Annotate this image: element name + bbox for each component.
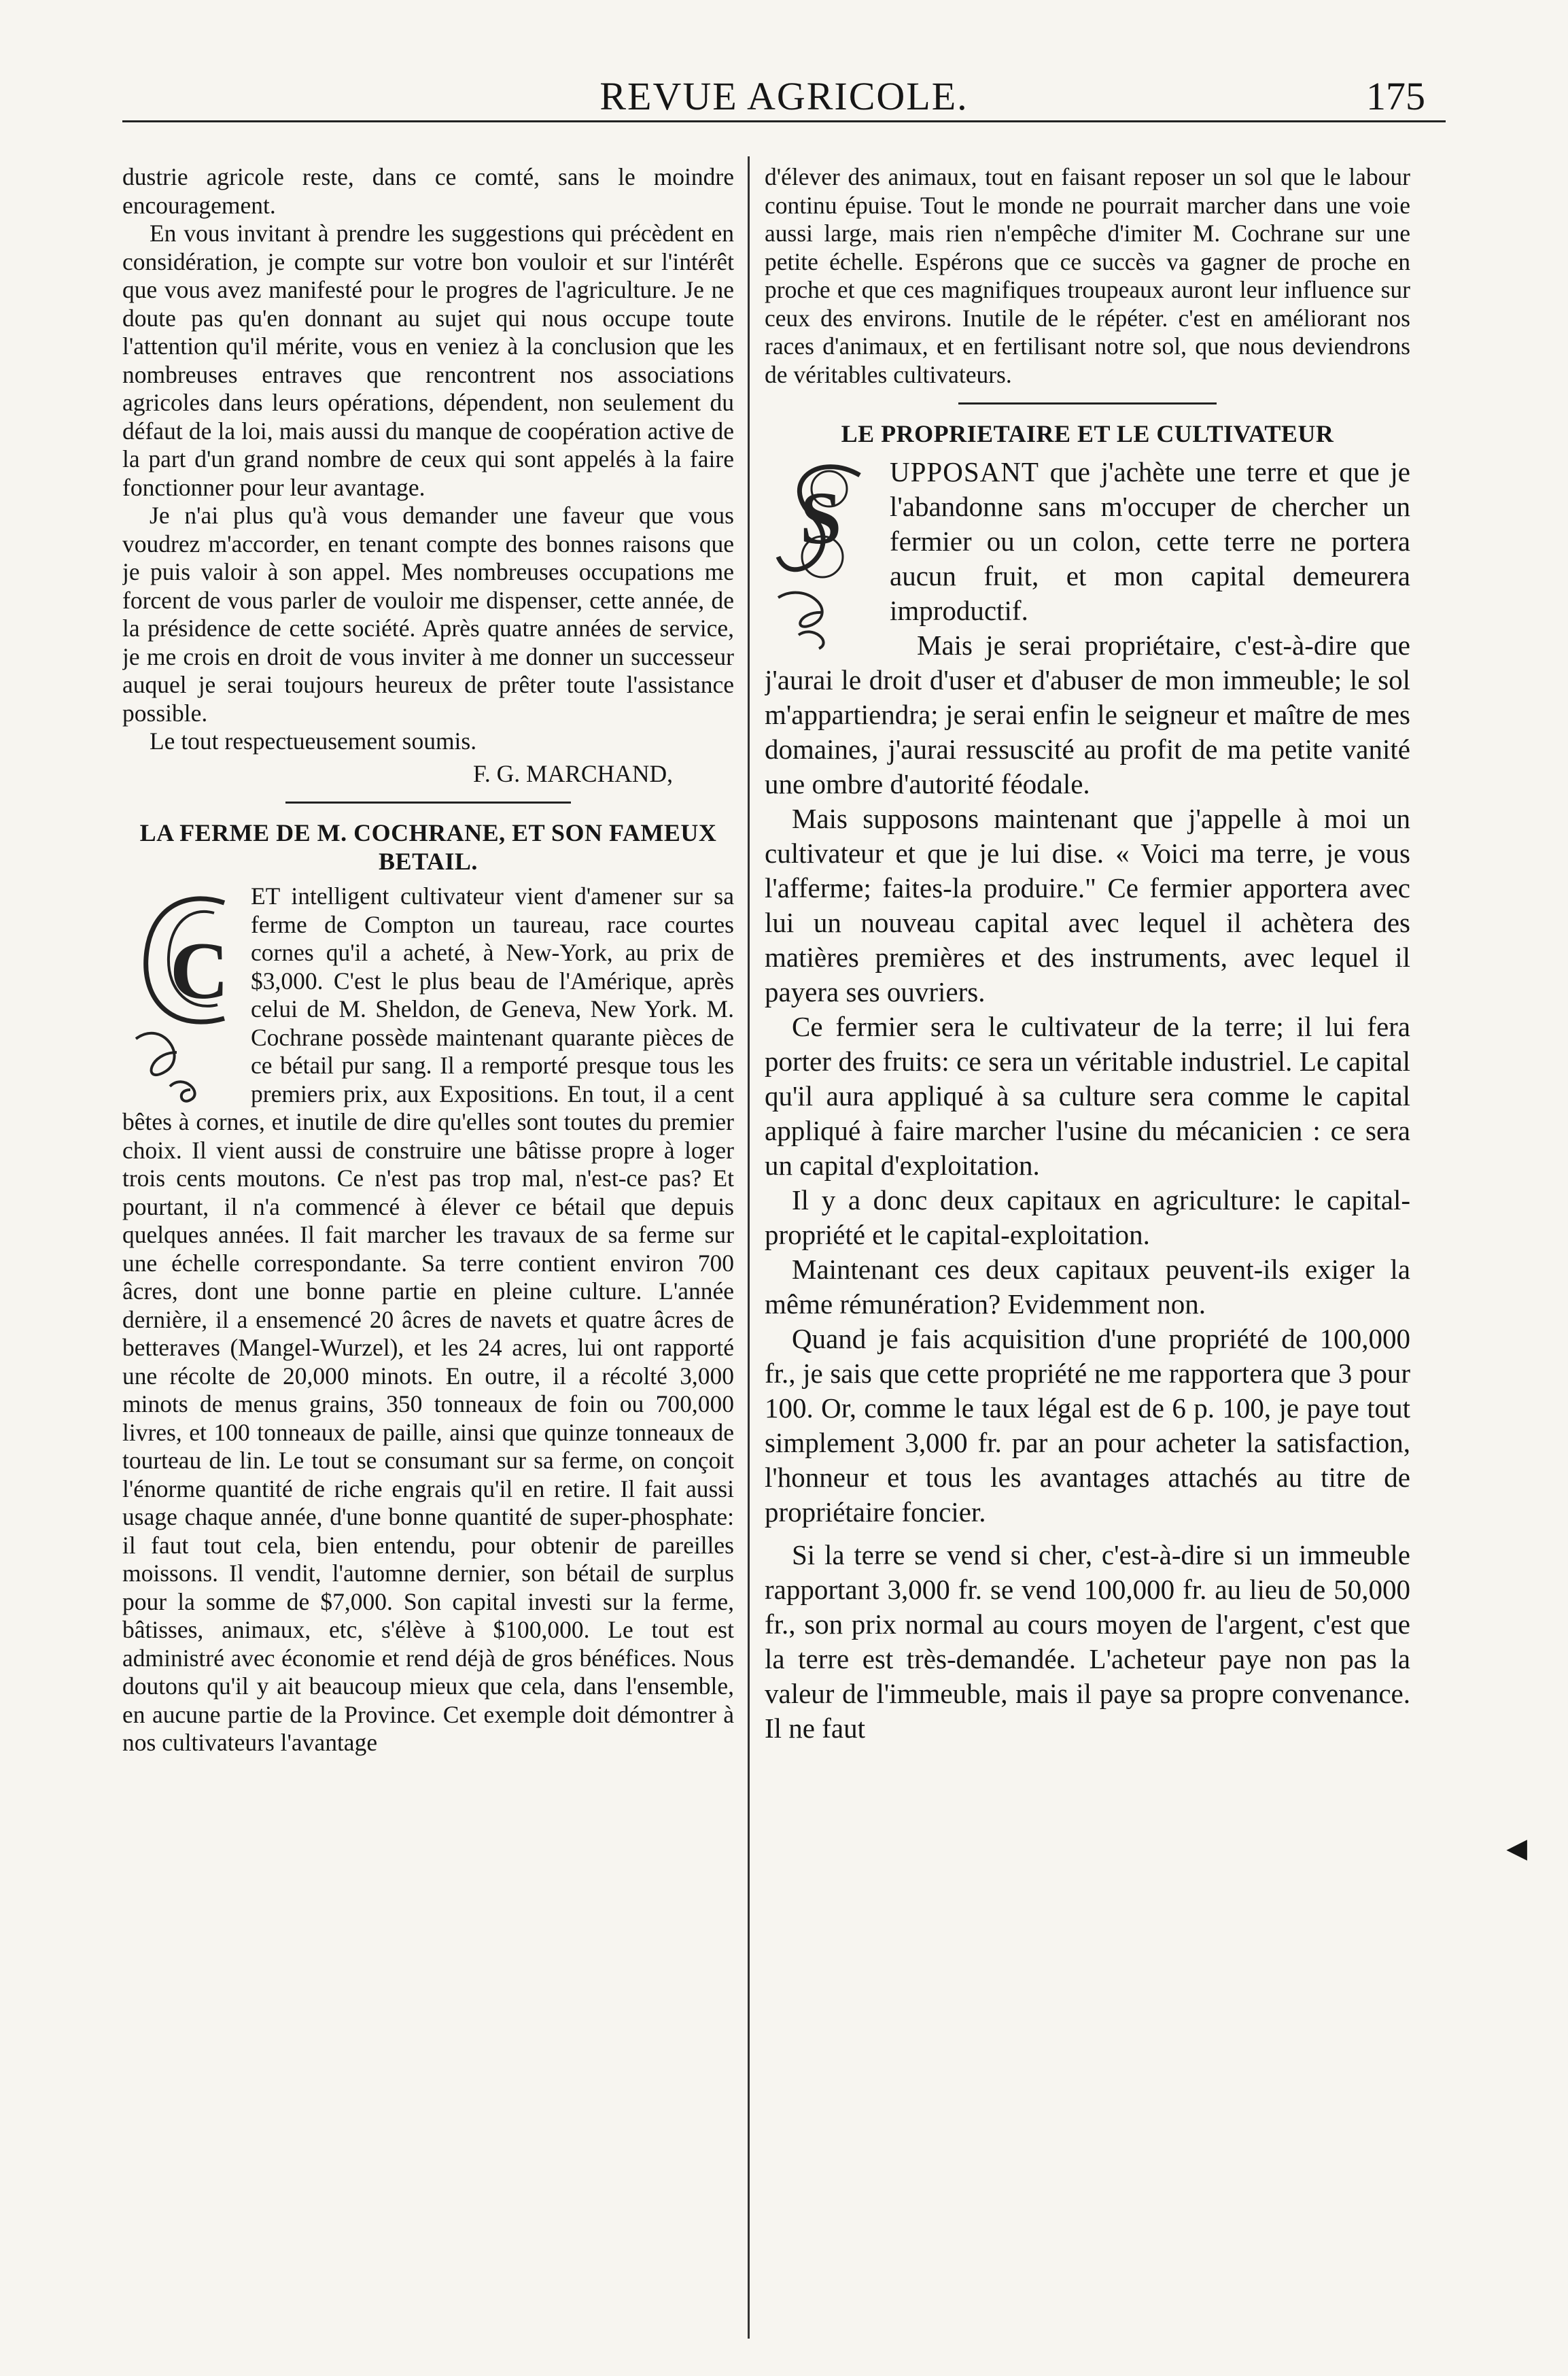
signature: F. G. MARCHAND, [472, 759, 673, 787]
continuation-paragraph: d'élever des animaux, tout en faisant reposer un sol que le labour continu épuise. Tout le monde ne pourrait marcher dans une voie aussi large, mais rien n'empêche d'imiter M. Cochrane sur une petite échelle. Espérons que ce succès va gagner de proche en proche et que ces magnifiques troupeaux auront leur influence sur ceux des environs. Inutile de le répéter. c'est en améliorant nos races d'animaux, et en fertilisant notre sol, que nous deviendrons de véritables cultivateurs. [765, 163, 1410, 388]
section-paragraph-cochrane: ET intelligent cultivateur vient d'amener sur sa ferme de Compton un taureau, race courtes cornes qu'il a acheté, à New-York, au prix de $3,000. C'est le plus beau de l'Amérique, après celui de M. Sheldon, de Geneva, New York. M. Cochrane possède maintenant quarante pièces de ce bétail pur sang. Il a remporté presque tous les premiers prix, aux Expositions. En tout, il a cent bêtes à cornes, et inutile de dire qu'elles sont toutes du premier choix. Il vient aussi de construire une bâtisse propre à loger trois cents moutons. Ce n'est pas trop mal, n'est-ce pas? Et pourtant, il n'a commencé à élever ce bétail que depuis quelques années. Il fait marcher les travaux de sa ferme sur une échelle correspondante. Sa terre contient environ 700 âcres, dont une bonne partie en pleine culture. L'année dernière, il a ensemencé 20 âcres de navets et quatre âcres de betteraves (Mangel-Wurzel), et les 24 acres, lui ont rapporté une récolte de 20,000 minots. En outre, il a récolté 3,000 minots de menus grains, 350 tonneaux de foin ou 700,000 livres, et 100 tonneaux de paille, ainsi que quinze tonneaux de tourteau de lin. Le tout se consumant sur sa ferme, on conçoit l'énorme quantité de riche engrais qu'il en retire. Il fait aussi usage chaque année, d'une bonne quantité de super-phosphate: il faut tout cela, bien entendu, pour obtenir de pareilles moissons. Il vendit, l'automne dernier, son bétail de surplus pour la somme de $7,000. Son capital investi sur la ferme, bâtisses, animaux, etc, s'élève à $100,000. Le tout est administré avec économie et rend déjà de gros bénéfices. Nous doutons qu'il y ait beaucoup mieux que cela, dans l'ensemble, en aucune partie de la Province. Cet exemple doit démontrer à nos cultivateurs l'avantage [122, 882, 734, 1756]
section-rule [958, 402, 1217, 404]
paragraph: Mais je serai propriétaire, c'est-à-dire que j'aurai le droit d'user et d'abuser de mon immeuble; le sol m'appartiendra; je serai enfin le seigneur et maître de mes domaines, j'aurai ressuscité au profit de ma petite vanité une ombre d'autorité féodale. [765, 630, 1410, 799]
right-column [765, 163, 1410, 2335]
ornamental-initial-c [122, 882, 241, 1107]
paragraph: Il y a donc deux capitaux en agriculture: le capital-propriété et le capital-exploitation. [765, 1184, 1410, 1250]
paragraph: Si la terre se vend si cher, c'est-à-dire si un immeuble rapportant 3,000 fr. se vend 100,000 fr. au lieu de 50,000 fr., son prix normal au cours moyen de l'argent, c'est que la terre est très-demandée. L'acheteur paye non pas la valeur de l'immeuble, mais il paye sa propre convenance. Il ne faut [765, 1539, 1410, 1744]
section-title-cochrane: LA FERME DE M. COCHRANE, ET SON FAMEUX BETAIL. [139, 819, 717, 875]
svg-text:S: S [800, 477, 842, 559]
page-turn-arrow-icon[interactable]: ◀ [1506, 1833, 1527, 1863]
letter-paragraph: Le tout respectueusement soumis. [150, 727, 477, 755]
first-word: UPPOSANT [890, 456, 1039, 487]
paragraph: Ce fermier sera le cultivateur de la terre; il lui fera porter des fruits: ce sera un véritable industriel. Le capital qu'il aura appliqué à sa culture sera comme le capital appliqué à faire marcher l'usine du mécanicien : ce sera un capital d'exploitation. [765, 1011, 1410, 1181]
initial-s-icon [765, 455, 880, 652]
header-rule [122, 120, 1446, 122]
ornamental-initial-s [765, 455, 880, 652]
section-title-proprietaire: LE PROPRIETAIRE ET LE CULTIVATEUR [841, 420, 1334, 447]
letter-paragraph: dustrie agricole reste, dans ce comté, sans le moindre encouragement. [122, 163, 734, 219]
section-rule [285, 802, 571, 804]
svg-text:C: C [170, 925, 229, 1016]
letter-paragraph: Je n'ai plus qu'à vous demander une faveur que vous voudrez m'accorder, en tenant compte des bonnes raisons que je puis valoir à son appel. Mes nombreuses occupations me forcent de vous parler de vouloir me dispenser, cette année, de la présidence de cette société. Après quatre années de service, je me crois en droit de vous inviter à me donner un successeur auquel je serai toujours heureux de prêter toute l'assistance possible. [122, 502, 734, 727]
paragraph: que j'achète une terre et que je l'abandonne sans m'occuper de chercher un fermier ou un colon, cette terre ne portera aucun fruit, et mon capital demeurera improductif. [890, 456, 1410, 626]
paragraph: Maintenant ces deux capitaux peuvent-ils exiger la même rémunération? Evidemment non. [765, 1254, 1410, 1320]
paragraph: Quand je fais acquisition d'une propriété de 100,000 fr., je sais que cette propriété ne me rapportera que 3 pour 100. Or, comme le taux légal est de 6 p. 100, je paye tout simplement 3,000 fr. par an pour acheter la satisfaction, l'honneur et tous les avantages attachés au titre de propriétaire foncier. [765, 1323, 1410, 1528]
paragraph: Mais supposons maintenant que j'appelle à moi un cultivateur et que je lui dise. « Voici ma terre, je vous l'afferme; faites-la produire." Ce fermier apportera avec lui un nouveau capital avec lequel il achètera des matières premières et des instruments, avec lequel il payera ses ouvriers. [765, 803, 1410, 1008]
letter-paragraph: En vous invitant à prendre les suggestions qui précèdent en considération, je compte sur votre bon vouloir et sur l'intérêt que vous avez manifesté pour le progres de l'agriculture. Je ne doute pas qu'en donnant au sujet qui nous occupe toute l'attention qu'il mérite, vous en veniez à la conclusion que les nombreuses entraves que rencontrent nos associations agricoles dans leurs opérations, dépendent, non seulement du défaut de la loi, mais aussi du manque de coopération active de la part d'un grand nombre de ceux qui sont appelés à la faire fonctionner pour leur avantage. [122, 220, 734, 501]
initial-c-icon [122, 882, 241, 1107]
running-header [122, 68, 1446, 122]
column-divider [748, 156, 750, 2339]
journal-title: REVUE AGRICOLE. [599, 74, 969, 118]
page-number: 175 [1366, 74, 1425, 118]
left-column [122, 163, 734, 2335]
